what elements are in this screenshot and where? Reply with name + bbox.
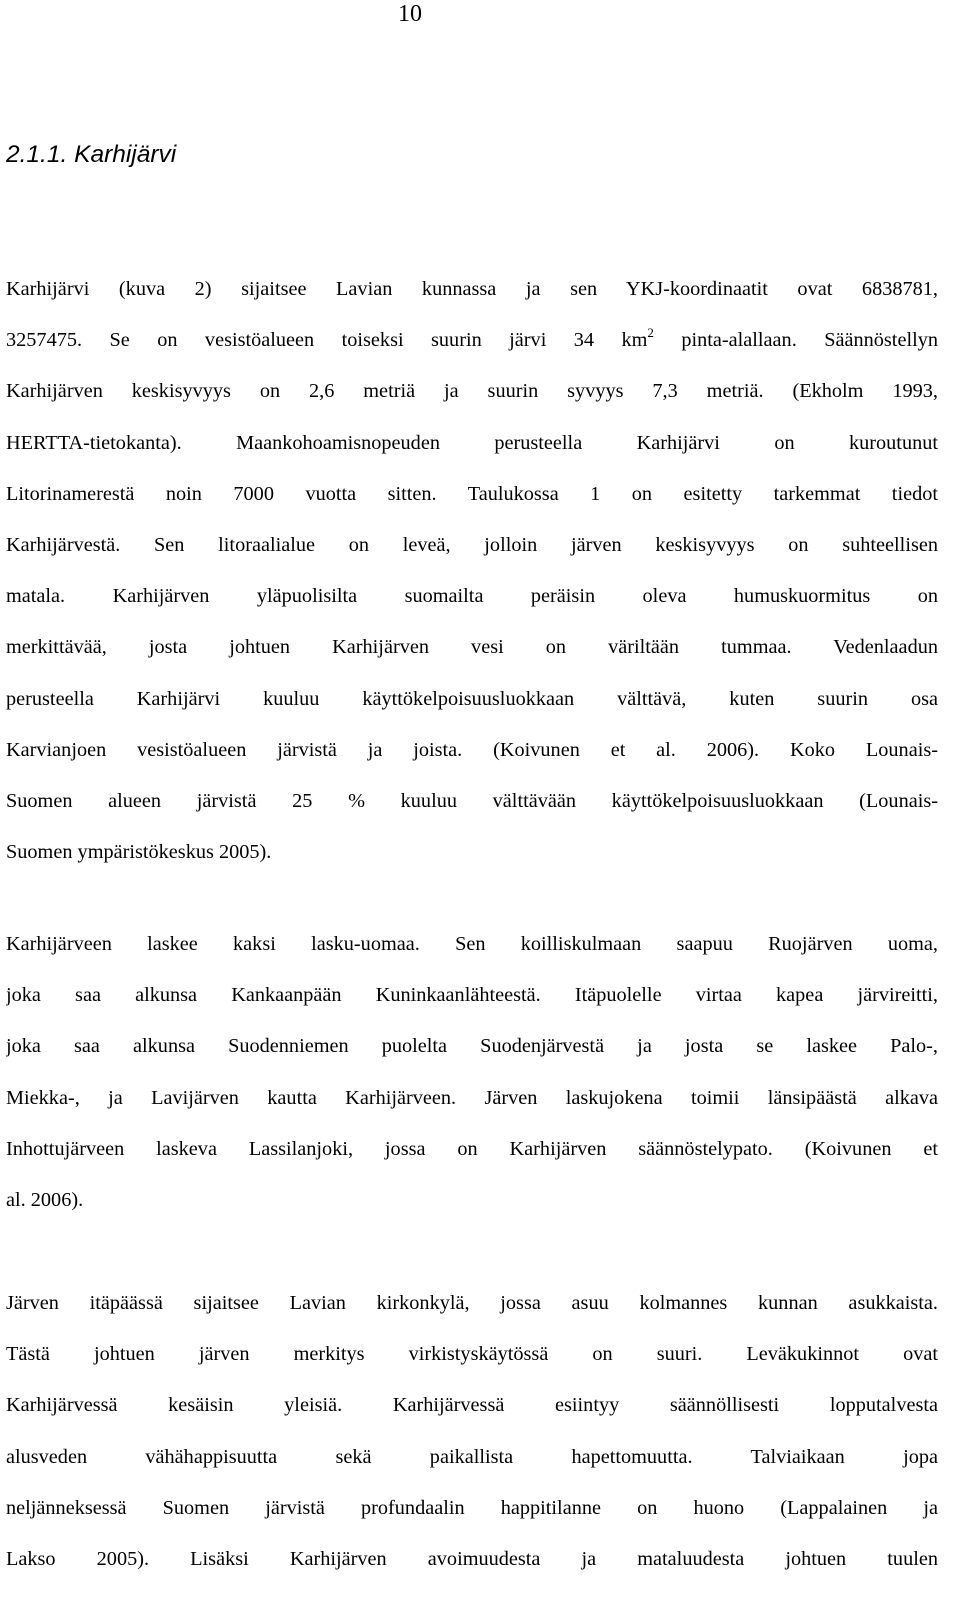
paragraph-3 xyxy=(6,1278,938,1585)
text-line: HERTTA-tietokanta). Maankohoamisnopeuden perusteella Karhijärvi on kuroutunut xyxy=(6,431,938,454)
text-line: merkittävää, josta johtuen Karhijärven vesi on väriltään tummaa. Vedenlaadun xyxy=(6,636,938,659)
text-line: joka saa alkunsa Kankaanpään Kuninkaanlähteestä. Itäpuolelle virtaa kapea järvireitti, xyxy=(6,984,938,1007)
text-line: Karhijärvi (kuva 2) sijaitsee Lavian kunnassa ja sen YKJ-koordinaatit ovat 6838781, xyxy=(6,278,938,300)
text-line: Suomen ympäristökeskus 2005). xyxy=(6,841,272,864)
paragraph-1 xyxy=(6,264,938,878)
text-line: joka saa alkunsa Suodenniemen puolelta Suodenjärvestä ja josta se laskee Palo-, xyxy=(6,1035,938,1058)
text-line xyxy=(6,315,938,366)
text-line: alusveden vähähappisuutta sekä paikallista hapettomuutta. Talviaikaan jopa xyxy=(6,1445,938,1468)
text-line: neljänneksessä Suomen järvistä profundaalin happitilanne on huono (Lappalainen ja xyxy=(6,1496,938,1519)
page-number: 10 xyxy=(398,1,422,27)
text-line: matala. Karhijärven yläpuolisilta suomailta peräisin oleva humuskuormitus on xyxy=(6,585,938,608)
superscript: 2 xyxy=(647,325,654,341)
text-line: Karhijärveen laskee kaksi lasku-uomaa. Sen koilliskulmaan saapuu Ruojärven uoma, xyxy=(6,933,938,955)
text-line: Karhijärvessä kesäisin yleisiä. Karhijärvessä esiintyy säännöllisesti lopputalvesta xyxy=(6,1394,938,1417)
text-line: Järven itäpäässä sijaitsee Lavian kirkonkylä, jossa asuu kolmannes kunnan asukkaista. xyxy=(6,1292,938,1314)
text-line: Karvianjoen vesistöalueen järvistä ja joista. (Koivunen et al. 2006). Koko Lounais- xyxy=(6,738,938,761)
paragraph-2 xyxy=(6,919,938,1226)
text-line-part: pinta-alallaan. Säännöstellyn xyxy=(653,329,938,352)
text-line: Inhottujärveen laskeva Lassilanjoki, jossa on Karhijärven säännöstelypato. (Koivunen et xyxy=(6,1137,938,1160)
text-line: Miekka-, ja Lavijärven kautta Karhijärveen. Järven laskujokena toimii länsipäästä alkava xyxy=(6,1086,938,1109)
text-line: perusteella Karhijärvi kuuluu käyttökelpoisuusluokkaan välttävä, kuten suurin osa xyxy=(6,687,938,710)
text-line: Karhijärvestä. Sen litoraalialue on leveä, jolloin järven keskisyvyys on suhteellisen xyxy=(6,533,938,556)
section-heading: 2.1.1. Karhijärvi xyxy=(6,141,177,168)
text-line: Litorinamerestä noin 7000 vuotta sitten. Taulukossa 1 on esitetty tarkemmat tiedot xyxy=(6,482,938,505)
text-line: al. 2006). xyxy=(6,1188,84,1211)
text-line: Tästä johtuen järven merkitys virkistyskäytössä on suuri. Leväkukinnot ovat xyxy=(6,1343,938,1366)
text-line: Karhijärven keskisyvyys on 2,6 metriä ja suurin syvyys 7,3 metriä. (Ekholm 1993, xyxy=(6,380,938,403)
text-line-part: 3257475. Se on vesistöalueen toiseksi suurin järvi 34 km xyxy=(6,329,648,352)
text-line: Suomen alueen järvistä 25 % kuuluu välttävään käyttökelpoisuusluokkaan (Lounais- xyxy=(6,789,938,812)
text-line: Lakso 2005). Lisäksi Karhijärven avoimuudesta ja mataluudesta johtuen tuulen xyxy=(6,1547,938,1570)
